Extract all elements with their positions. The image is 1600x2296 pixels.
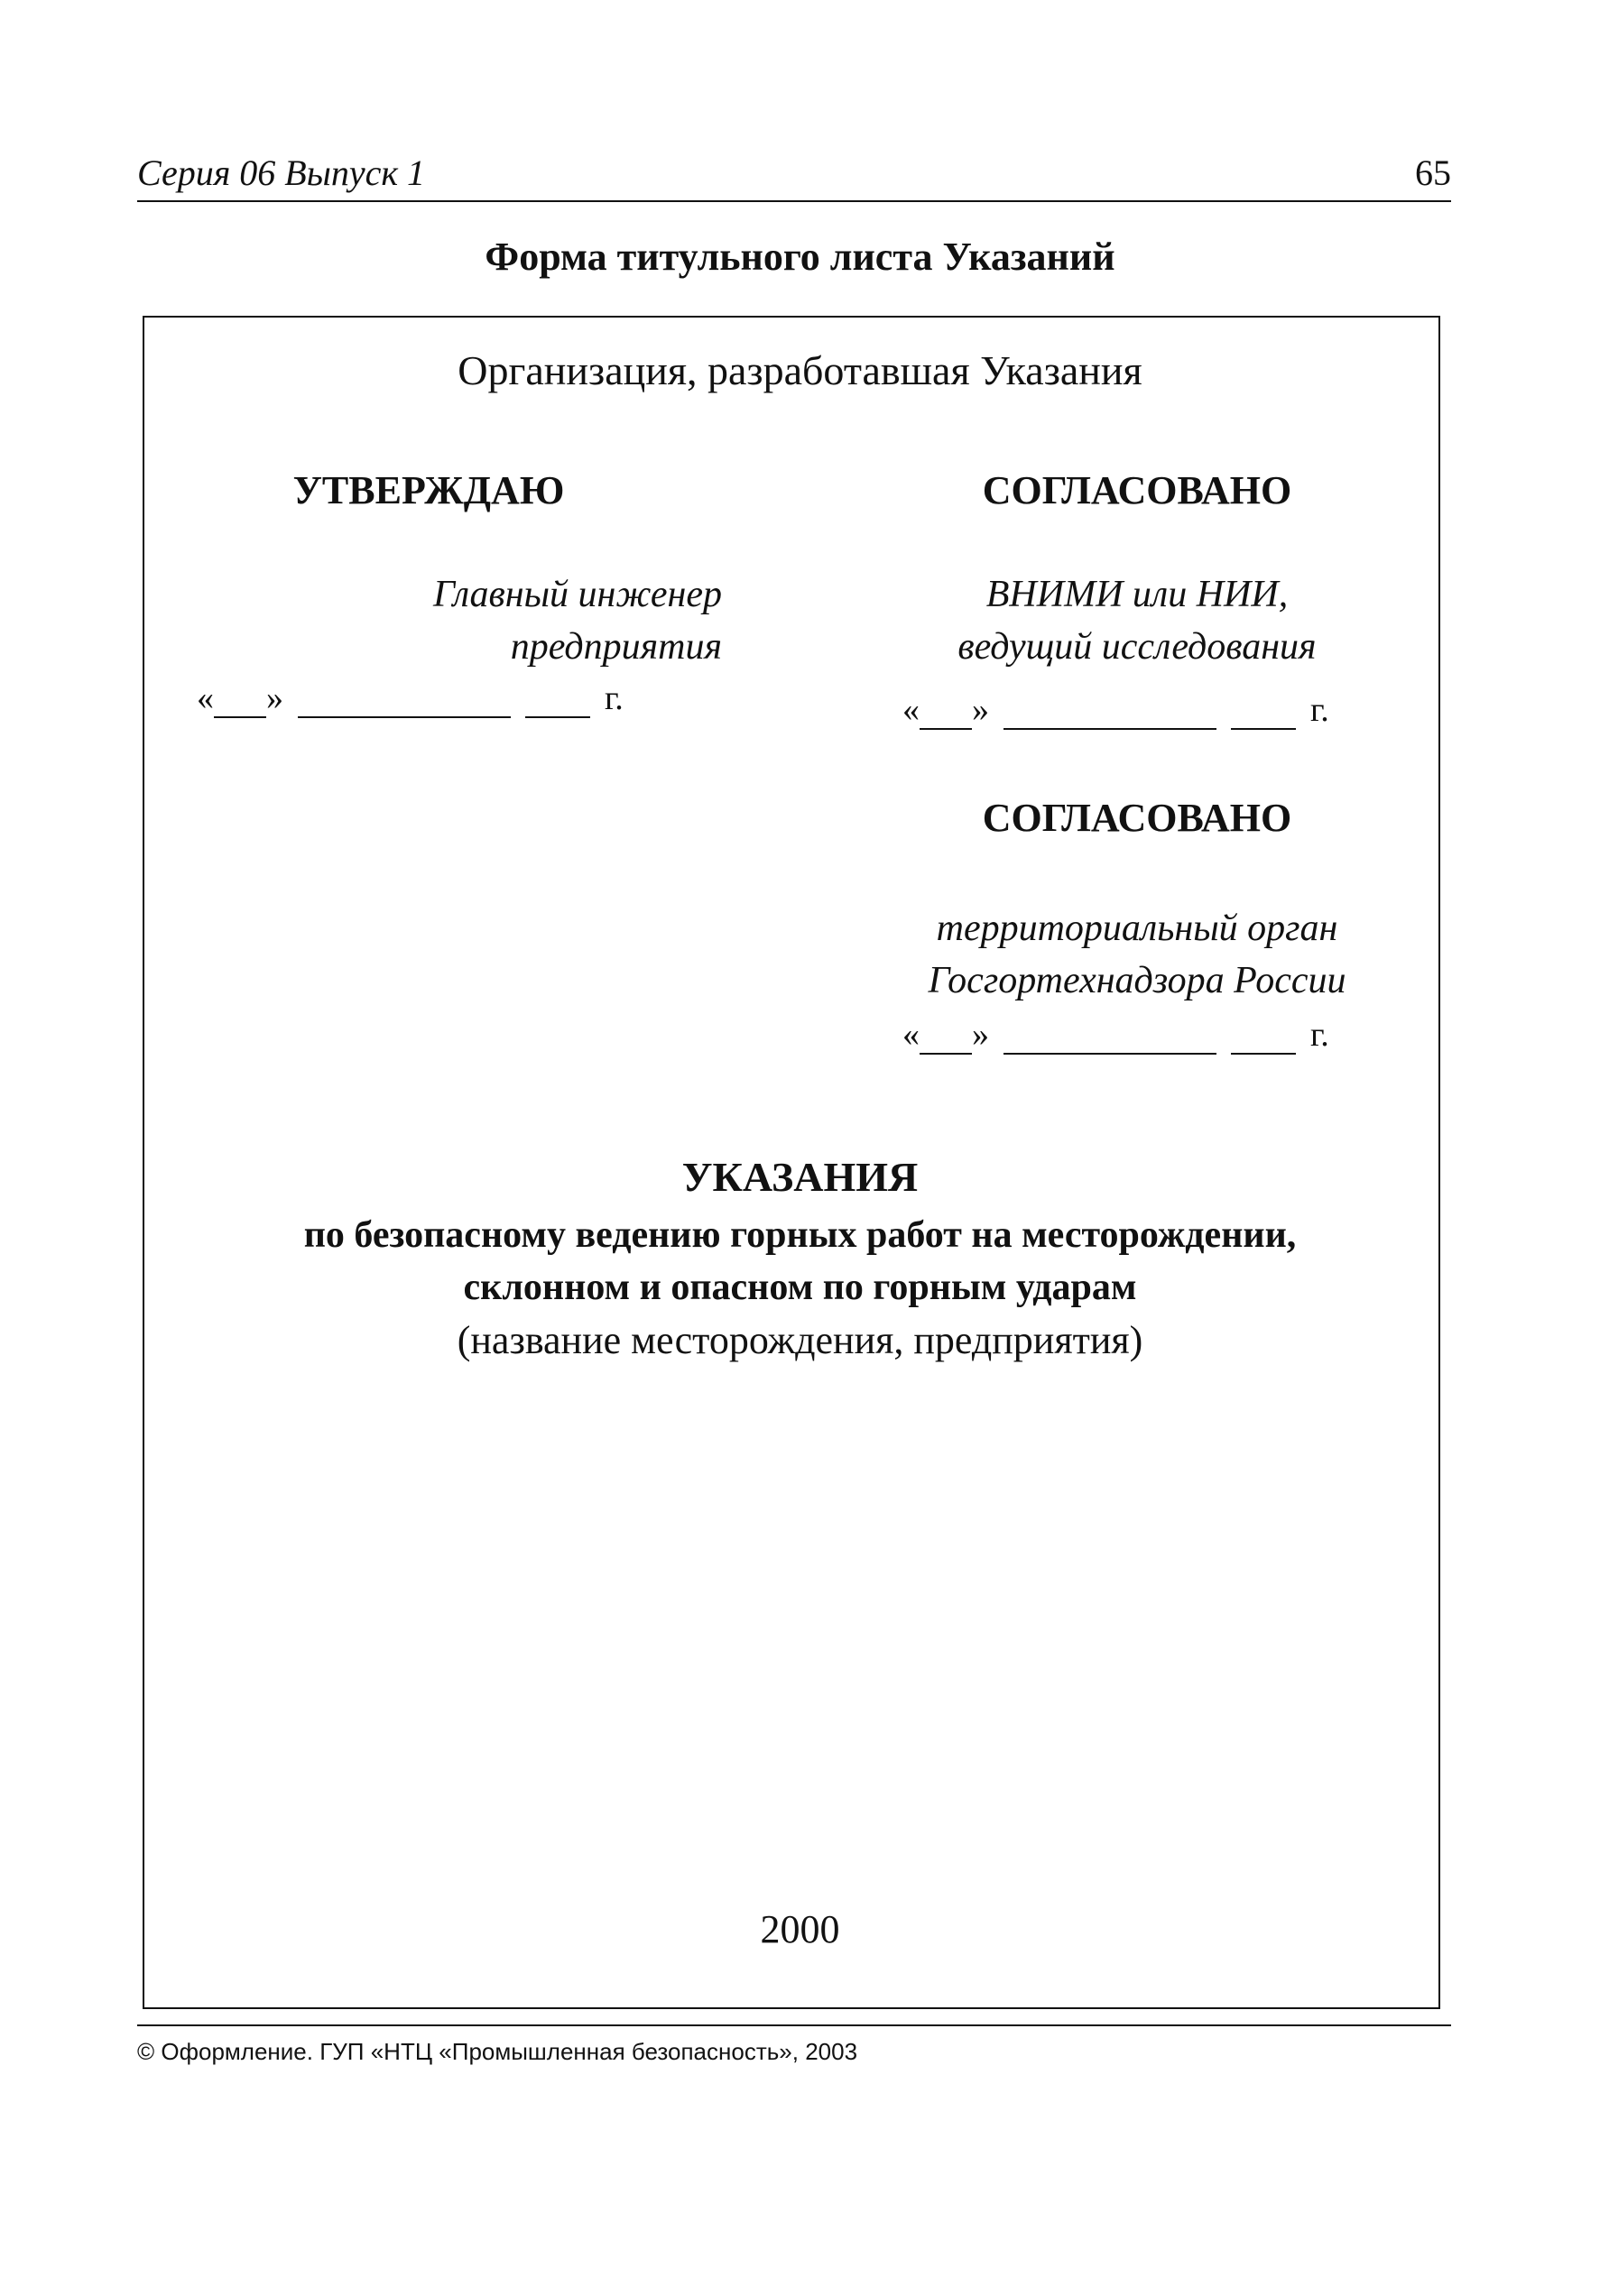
approve-date-field	[197, 678, 624, 718]
year-suffix: г.	[1310, 691, 1329, 729]
year-blank	[525, 686, 590, 718]
day-blank	[920, 697, 972, 730]
form-title: Форма титульного листа Указаний	[485, 235, 1115, 279]
page-number: 65	[1415, 152, 1451, 193]
year-suffix: г.	[1310, 1016, 1329, 1054]
agree-heading-1: СОГЛАСОВАНО	[982, 468, 1292, 512]
document-note: (название месторождения, предприятия)	[457, 1318, 1143, 1362]
date-open-quote: «	[902, 1016, 920, 1054]
day-blank	[920, 1022, 972, 1055]
footer-rule	[137, 2024, 1451, 2026]
header-rule	[137, 200, 1451, 202]
date-close-quote: »	[972, 691, 989, 729]
header-series: Серия 06 Выпуск 1	[137, 152, 426, 193]
agree-1-date-field	[902, 690, 1329, 730]
year-blank	[1231, 1022, 1296, 1055]
date-close-quote: »	[266, 679, 283, 717]
approve-position-line1: Главный инженер	[433, 574, 722, 615]
document-title: УКАЗАНИЯ	[681, 1154, 919, 1200]
agree-2-date-field	[902, 1015, 1329, 1055]
agree-2-line1: территориальный орган	[936, 908, 1338, 949]
copyright-footer: © Оформление. ГУП «НТЦ «Промышленная безопасность», 2003	[137, 2038, 858, 2065]
date-open-quote: «	[902, 691, 920, 729]
organization-label: Организация, разработавшая Указания	[458, 347, 1142, 393]
agree-1-line2: ведущий исследования	[957, 626, 1317, 668]
approve-heading: УТВЕРЖДАЮ	[292, 468, 565, 512]
agree-2-line2: Госгортехнадзора России	[928, 960, 1346, 1001]
agree-heading-2: СОГЛАСОВАНО	[982, 796, 1292, 840]
date-open-quote: «	[197, 679, 214, 717]
document-subtitle-line2: склонном и опасном по горным ударам	[463, 1267, 1137, 1308]
month-blank	[1003, 697, 1216, 730]
year-label: 2000	[760, 1907, 840, 1951]
year-suffix: г.	[605, 679, 624, 717]
agree-1-line1: ВНИМИ или НИИ,	[985, 574, 1289, 615]
document-subtitle-line1: по безопасному ведению горных работ на месторождении,	[303, 1214, 1297, 1256]
year-blank	[1231, 697, 1296, 730]
month-blank	[298, 686, 511, 718]
approve-position-line2: предприятия	[510, 626, 722, 668]
day-blank	[214, 686, 266, 718]
date-close-quote: »	[972, 1016, 989, 1054]
month-blank	[1003, 1022, 1216, 1055]
